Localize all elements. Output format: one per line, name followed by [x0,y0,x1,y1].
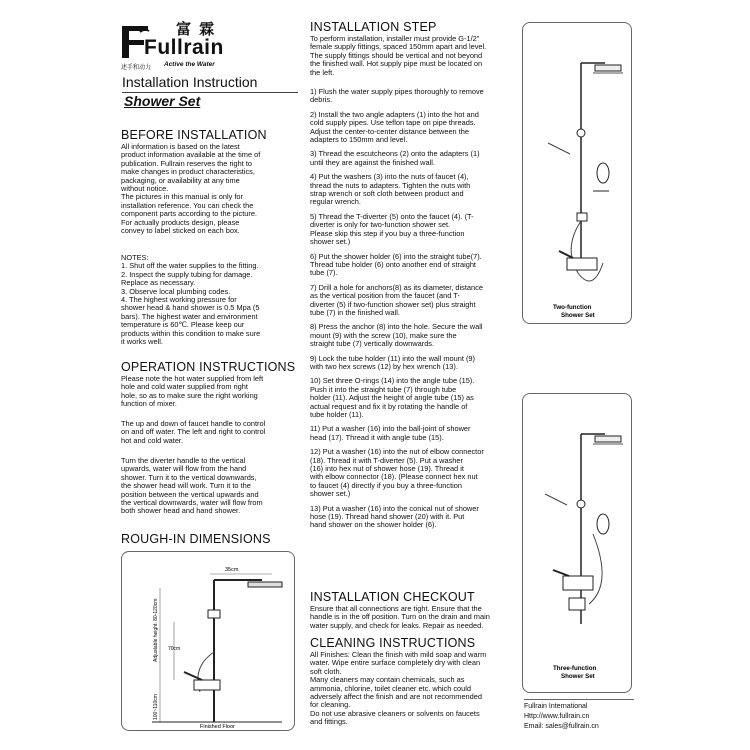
brand-tagline-cn: 述手和动力 [121,65,152,71]
operation-p1: Please note the hot water supplied from left hole and cold water supplied from right hole, so as to make sure the right working function of mixer. [121,374,264,409]
contact-block [524,699,634,732]
cleaning-text: All Finishes: Clean the finish with mild soap and warm water. Wipe entire surface completely dry with clean soft cloth. Many cleaners may contain chemicals, such as ammonia, chlorine, toilet cleaner etc. which could adversely affect the finish and are not recommended for cleaning. Do not use abrasive cleaners or solvents on faucets and fittings. [310,650,487,727]
before-text: All information is based on the latest product information available at the time of publication. Fullrain reserves the right to make changes in product characteristics, packaging, or availability at any time without notice. The pictures in this manual is only for installation reference. You can check the component parts according to the picture. For actually products design, please convey to label sticked on each box. [121,142,261,236]
step-7: 7) Drill a hole for anchors(8) as its diameter, distance as the vertical position from the faucet (and T- diverter (5) if two-function shower set) plus straight tube (7) in the finished wall. [310,282,483,317]
step-13: 13) Put a washer (16) into the conical nut of shower hose (19). Thread hand shower (20) with it. Put hand shower on the shower holder (6). [310,503,479,530]
cleaning-heading: CLEANING INSTRUCTIONS [310,636,476,650]
brand-tagline: Active the Water [164,61,215,68]
brand-name: Fullrain [144,36,224,59]
step-11: 11) Put a washer (16) into the ball-joint of shower head (17). Thread it with angle tube (15). [310,424,471,442]
brand-cn: 富 霖 [176,21,217,38]
install-heading: INSTALLATION STEP [310,20,437,34]
contact-email[interactable]: Email: sales@fullrain.cn [524,723,599,730]
step-6: 6) Put the shower holder (6) into the straight tube(7). Thread tube holder (6) onto another end of straight tube (7). [310,251,482,278]
notes-text: NOTES: 1. Shut off the water supplies to the fitting. 2. Inspect the supply tubing for damage. Replace as necessary. 3. Observe local plumbing codes. 4. The highest working pressure for shower head & hand shower is 0.5 Mpa (5 bars). The highest water and environment temperature is 60℃. Please keep our products within this condition to make sure it works well. [121,253,261,347]
two-function-diagram [523,23,631,323]
step-5: 5) Thread the T-diverter (5) onto the faucet (4). (T- diverter is only for two-function shower set. Please skip this step if you buy a three-function shower set.) [310,211,474,247]
three-function-diagram-box [522,393,632,693]
floor-label: Finished Floor [200,724,235,730]
checkout-heading: INSTALLATION CHECKOUT [310,590,475,604]
dim-floor: 100~110cm [153,694,159,720]
operation-p3: Turn the diverter handle to the vertical upwards, water will flow from the hand shower. Turn it to the vertical downwards, the shower head will work. Turn it to the position between the vertical upwards and the vertical downwards, water will flow from both shower head and hand shower. [121,456,263,516]
step-8: 8) Press the anchor (8) into the hole. Secure the wall mount (9) with the screw (10), make sure the straight tube (7) vertically downwards. [310,322,483,349]
contact-company: Fullrain International [524,703,588,710]
three-function-diagram [523,394,631,692]
step-9: 9) Lock the tube holder (11) into the wall mount (9) with two hex screws (12) by hex wrench (13). [310,353,476,371]
doc-subtitle: Shower Set [124,93,201,109]
doc-title: Installation Instruction [122,74,258,90]
brand-logo [118,16,238,71]
step-4: 4) Put the washers (3) into the nuts of faucet (4), thread the nuts to adapters. Tighten the nuts with strap wrench or soft cloth between product and regular wrench. [310,172,471,207]
roughin-diagram [122,552,294,730]
operation-p2: The up and down of faucet handle to control on and off water. The left and right to control hot and cold water. [121,419,266,445]
install-intro: To perform installation, installer must provide G-1/2" female supply fittings, spaced 150mm apart and level. The supply fittings should be vertical and not beyond the finished wall. Hot supply pipe must be located on the left. [310,34,487,77]
operation-heading: OPERATION INSTRUCTIONS [121,360,296,374]
dim-adjust: Adjustable height: 80-120cm [153,598,159,662]
dim-top: 35cm [225,567,239,573]
step-10: 10) Set three O-rings (14) into the angle tube (15). Push it into the straight tube (7) through tube holder (11). Adjust the height of angle tube (15) as actual request and fix it by rotating the handle of tube holder (11). [310,376,475,419]
step-2: 2) Install the two angle adapters (1) into the hot and cold supply pipes. Use teflon tape on pipe threads. Adjust the center-to-center distance between the adapters to 150mm and level. [310,109,479,145]
install-steps [310,88,528,535]
checkout-text: Ensure that all connections are tight. Ensure that the handle is in the off position. Turn on the drain and main water supply, and check for leaks. Repair as needed. [310,604,490,630]
dim-mid: 70cm [168,646,181,652]
diagram2-label-1: Three-function [553,665,597,672]
before-heading: BEFORE INSTALLATION [121,128,267,142]
contact-web[interactable]: Http://www.fullrain.cn [524,713,590,720]
roughin-diagram-box [121,551,295,731]
roughin-heading: ROUGH-IN DIMENSIONS [121,532,271,546]
step-12: 12) Put a washer (16) into the nut of elbow connector (18). Thread it with T-diverter (5). Put a washer (16) into hex nut of shower hose (19). Thread it with elbow connector (18). (Please connect hex nut to faucet (4) directly if you buy a three-function shower set.) [310,447,484,499]
step-3: 3) Thread the escutcheons (2) onto the adapters (1) until they are against the finished wall. [310,149,480,167]
diagram1-label-1: Two-function [553,304,592,311]
two-function-diagram-box [522,22,632,324]
step-1: 1) Flush the water supply pipes thoroughly to remove debris. [310,87,484,105]
diagram1-label-2: Shower Set [561,312,595,319]
diagram2-label-2: Shower Set [561,673,595,680]
